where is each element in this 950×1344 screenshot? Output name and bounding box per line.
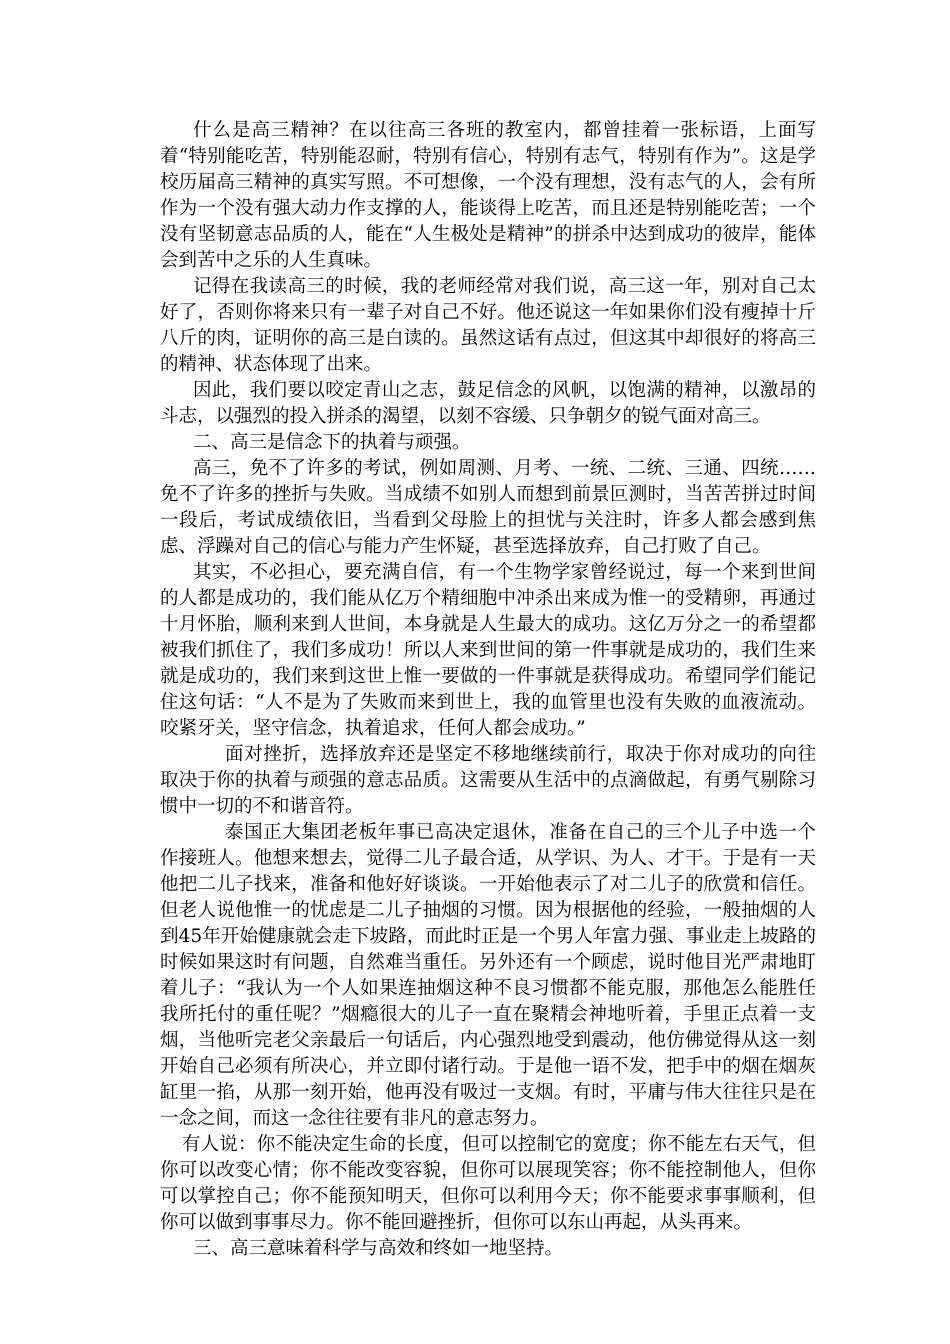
document-body [160, 118, 816, 1262]
paragraph: 有人说：你不能决定生命的长度，但可以控制它的宽度；你不能左右天气，但你可以改变心情；你不能改变容貌，但你可以展现笑容；你不能控制他人，但你可以掌控自己；你不能预知明天，但你可以利用今天；你不能要求事事顺利，但你可以做到事事尽力。你不能回避挫折，但你可以东山再起，从头再来。 [160, 1134, 816, 1233]
paragraph: 因此，我们要以咬定青山之志，鼓足信念的风帆，以饱满的精神，以激昂的斗志，以强烈的投入拼杀的渴望，以刻不容缓、只争朝夕的锐气面对高三。 [160, 380, 816, 427]
section-heading: 三、高三意味着科学与高效和终如一地坚持。 [193, 1238, 564, 1259]
paragraph: 高三，免不了许多的考试，例如周测、月考、一统、二统、三通、四统……免不了许多的挫折与失败。当成绩不如别人而想到前景叵测时，当苦苦拼过时间一段后，考试成绩依旧，当看到父母脸上的担忧与关注时，许多人都会感到焦虑、浮躁对自己的信心与能力产生怀疑，甚至选择放弃，自己打败了自己。 [160, 458, 816, 557]
section-heading: 二、高三是信念下的执着与顽强。 [193, 432, 471, 453]
paragraph: 泰国正大集团老板年事已高决定退休，准备在自己的三个儿子中选一个作接班人。他想来想去，觉得二儿子最合适，从学识、为人、才干。于是有一天他把二儿子找来，准备和他好好谈谈。一开始他表示了对二儿子的欣赏和信任。但老人说他惟一的忧虑是二儿子抽烟的习惯。因为根据他的经验，一般抽烟的人到45年开始健康就会走下坡路，而此时正是一个男人年富力强、事业走上坡路的时候如果这时有问题，自然难当重任。另外还有一个顾虑，说时他目光严肃地盯着儿子：“我认为一个人如果连抽烟这种不良习惯都不能克服，那他怎么能胜任我所托付的重任呢？”烟瘾很大的儿子一直在聚精会神地听着，手里正点着一支烟，当他听完老父亲最后一句话后，内心强烈地受到震动，他仿佛觉得从这一刻开始自己必须有所决心，并立即付诸行动。于是他一语不发，把手中的烟在烟灰缸里一掐，从那一刻开始，他再没有吸过一支烟。有时，平庸与伟大往往只是在一念之间，而这一念往往要有非凡的意志努力。 [160, 822, 816, 1129]
paragraph: 面对挫折，选择放弃还是坚定不移地继续前行，取决于你对成功的向往取决于你的执着与顽强的意志品质。这需要从生活中的点滴做起，有勇气剔除习惯中一切的不和谐音符。 [160, 744, 816, 817]
paragraph: 其实，不必担心，要充满自信，有一个生物学家曾经说过，每一个来到世间的人都是成功的，我们能从亿万个精细胞中冲杀出来成为惟一的受精卵，再通过十月怀胎，顺利来到人世间，本身就是人生最大的成功。这亿万分之一的希望都被我们抓住了，我们多成功！所以人来到世间的第一件事就是成功的，我们生来就是成功的，我们来到这世上惟一要做的一件事就是获得成功。希望同学们能记住这句话：“人不是为了失败而来到世上，我的血管里也没有失败的血液流动。咬紧牙关，坚守信念，执着追求，任何人都会成功。” [160, 562, 816, 739]
paragraph: 记得在我读高三的时候，我的老师经常对我们说，高三这一年，别对自己太好了，否则你将来只有一辈子对自己不好。他还说这一年如果你们没有瘦掉十斤八斤的肉，证明你的高三是白读的。虽然这话有点过，但这其中却很好的将高三的精神、状态体现了出来。 [160, 276, 816, 375]
paragraph: 什么是高三精神？在以往高三各班的教室内，都曾挂着一张标语，上面写着“特别能吃苦，特别能忍耐，特别有信心，特别有志气，特别有作为”。这是学校历届高三精神的真实写照。不可想像，一个没有理想，没有志气的人，会有所作为一个没有强大动力作支撑的人，能谈得上吃苦，而且还是特别能吃苦；一个没有坚韧意志品质的人，能在“人生极处是精神”的拼杀中达到成功的彼岸，能体会到苦中之乐的人生真味。 [160, 120, 816, 271]
